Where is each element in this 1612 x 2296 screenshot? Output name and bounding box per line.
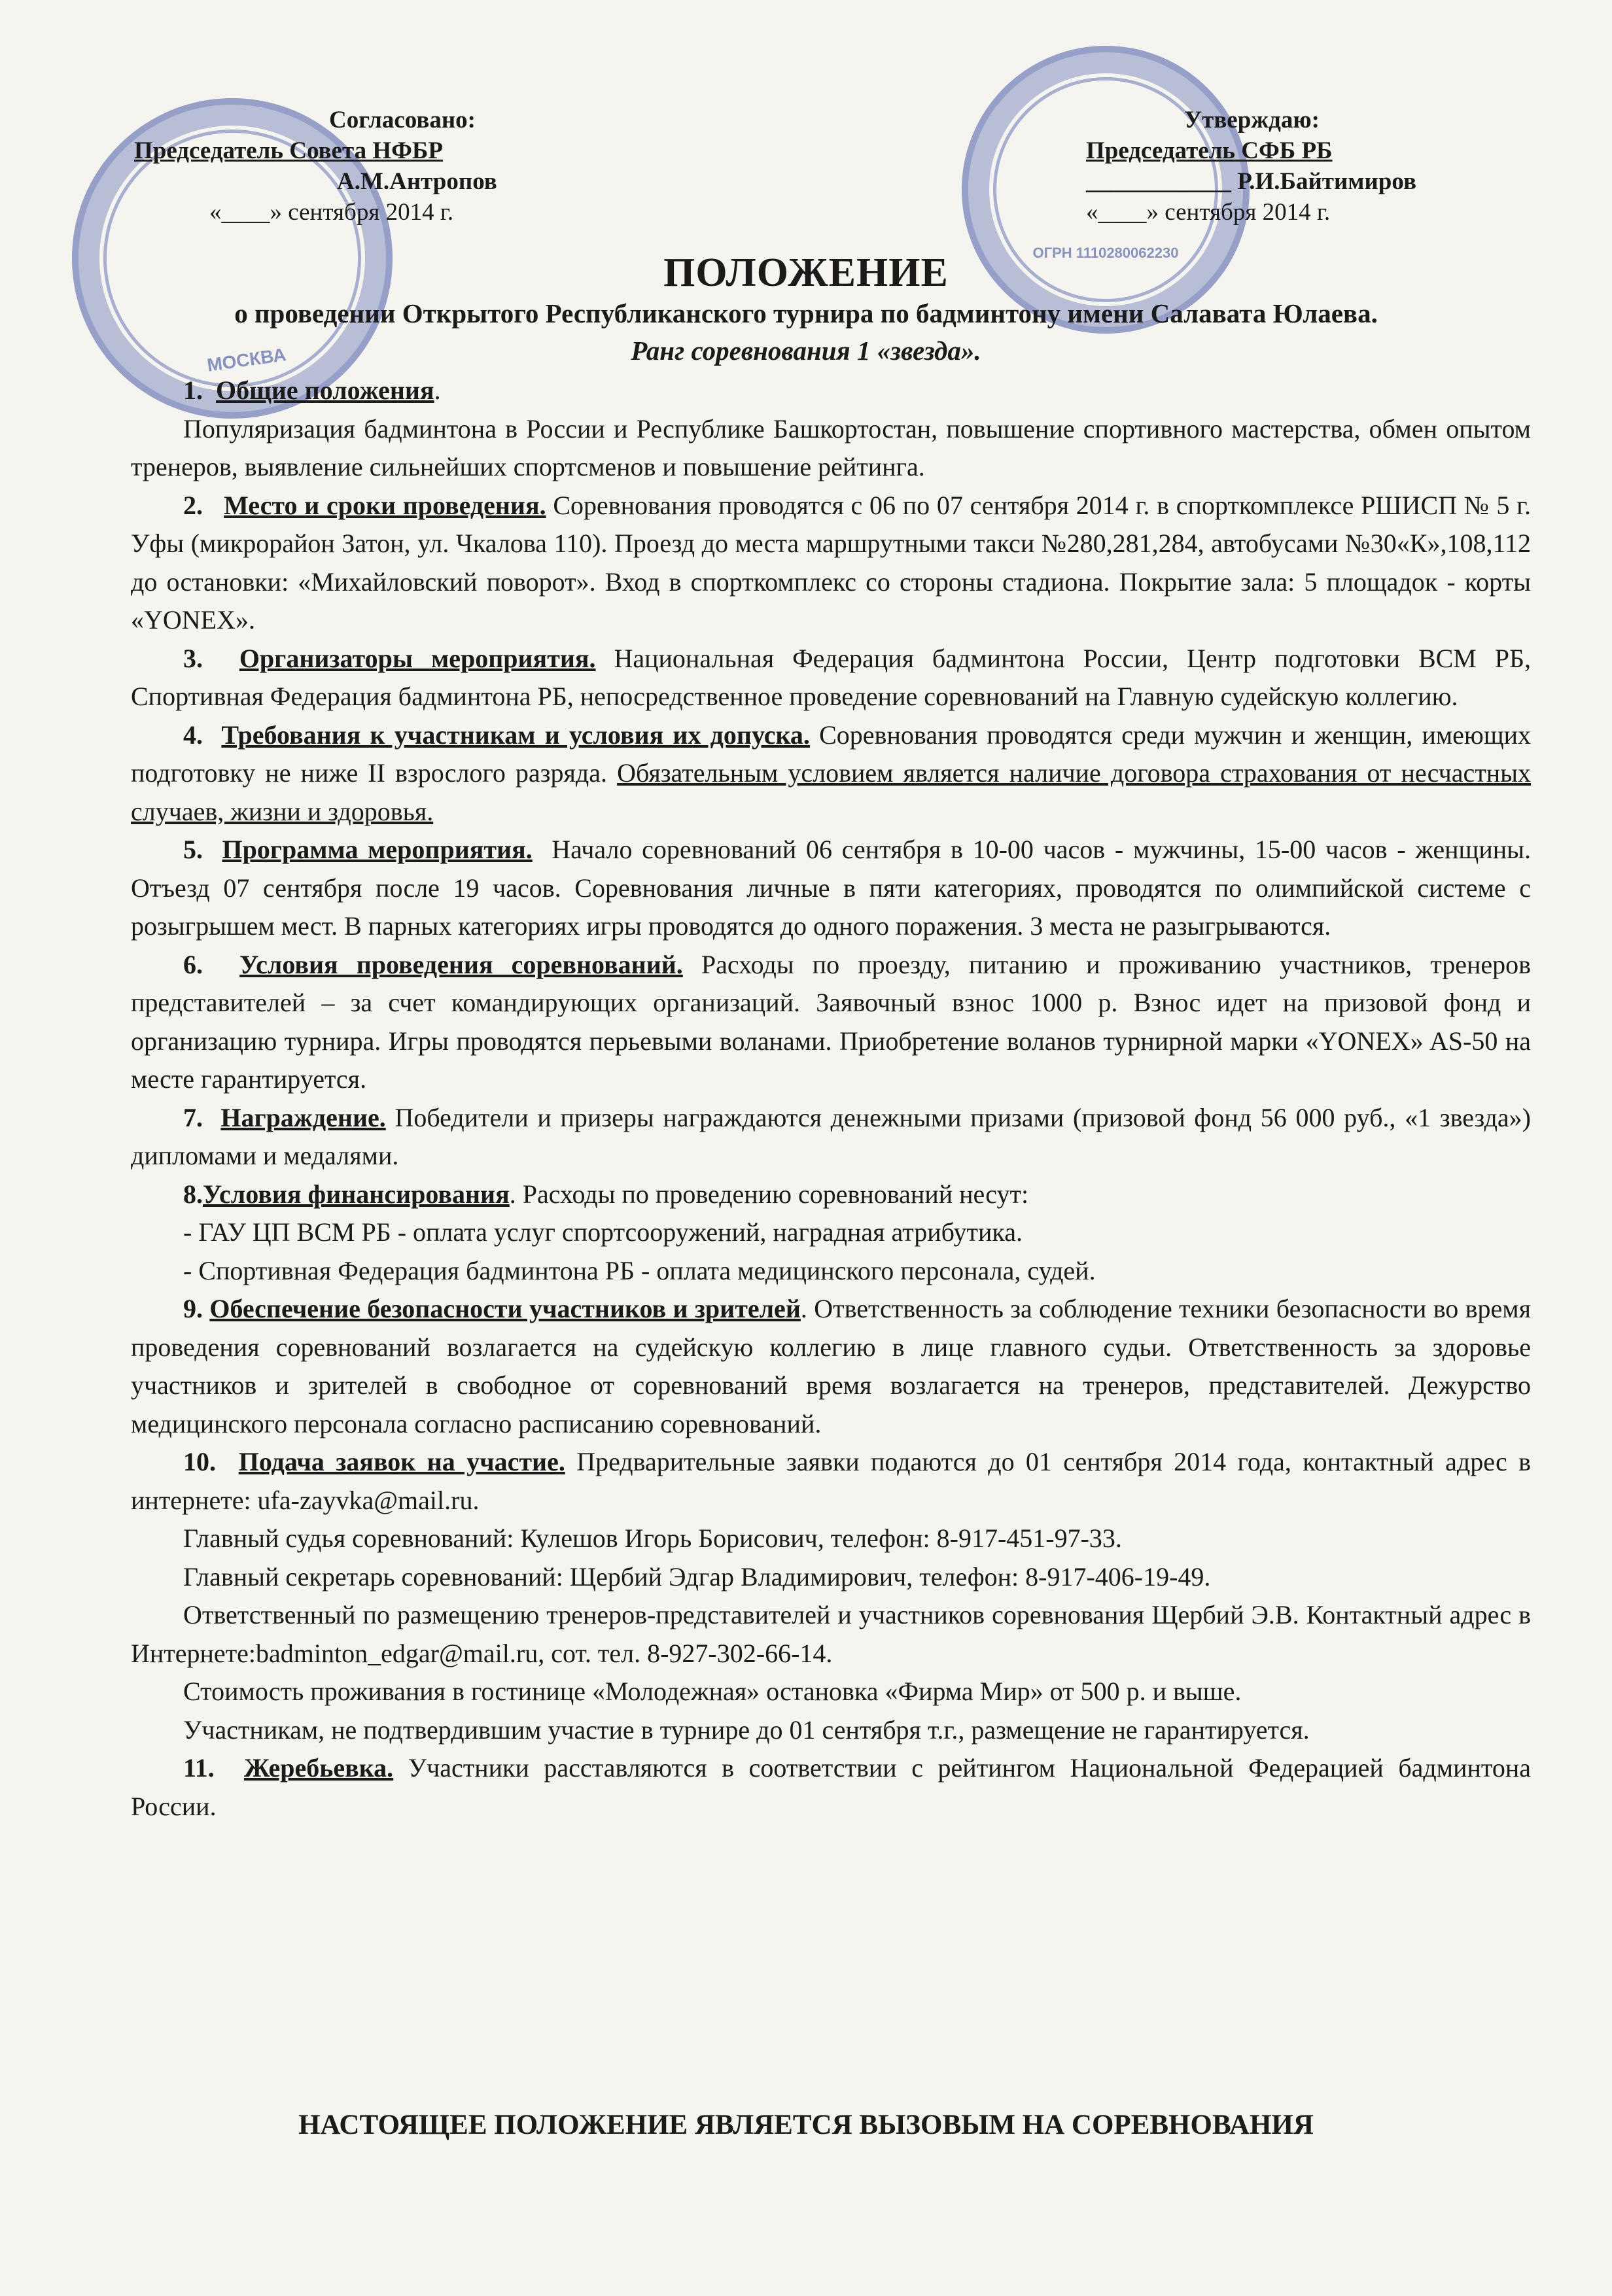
competition-rank: Ранг соревнования 1 «звезда». — [631, 336, 981, 366]
approval-heading: Согласовано: — [328, 107, 476, 133]
approval-date: «____» сентября 2014 г. — [209, 199, 454, 226]
chief-secretary-line: Главный секретарь соревнований: Щербий Эдгар Владимирович, телефон: 8-917-406-19-49. — [183, 1561, 1211, 1592]
section-8-item-2: - Спортивная Федерация бадминтона РБ - оплата медицинского персонала, судей. — [183, 1255, 1096, 1285]
section-9: 9. Обеспечение безопасности участников и зрителей. Ответственность за соблюдение техники безопасности во время проведения соревнований возлагается на судейскую коллегию в лице главного судьи. Ответственность за здоровье участников и зрителей в свободное от соревнований время возлагается на тренеров, представителей. Дежурство медицинского персонала согласно расписанию соревнований. — [131, 1294, 1532, 1438]
approver-name: ____________ Р.И.Байтимиров — [1086, 168, 1416, 195]
accommodation-note: Участникам, не подтвердившим участие в турнире до 01 сентября т.г., размещение не гарантируется. — [183, 1714, 1310, 1745]
closing-statement: НАСТОЯЩЕЕ ПОЛОЖЕНИЕ ЯВЛЯЕТСЯ ВЫЗОВЫМ НА СОРЕВНОВАНИЯ — [298, 2110, 1314, 2140]
approval-block-left — [134, 105, 592, 228]
approval-heading: Утверждаю: — [1184, 107, 1320, 133]
section-8-item-1: - ГАУ ЦП ВСМ РБ - оплата услуг спортсооружений, наградная атрибутика. — [183, 1217, 1023, 1247]
section-11: 11. Жеребьевка. Участники расставляются в соответствии с рейтингом Национальной Федерацией бадминтона России. — [131, 1753, 1532, 1821]
document-title: ПОЛОЖЕНИЕ — [663, 251, 949, 295]
document-subtitle: о проведении Открытого Республиканского турнира по бадминтону имени Салавата Юлаева. — [234, 298, 1378, 328]
chief-judge-line: Главный судья соревнований: Кулешов Игорь Борисович, телефон: 8-917-451-97-33. — [183, 1523, 1122, 1553]
section-10: 10. Подача заявок на участие. Предварительные заявки подаются до 01 сентября 2014 года, контактный адрес в интернете: ufa-zayvka@mail.ru. — [131, 1447, 1532, 1515]
document-body — [131, 372, 1531, 1826]
section-4: 4. Требования к участникам и условия их допуска. Соревнования проводятся среди мужчин и женщин, имеющих подготовку не ниже II взрослого разряда. Обязательным условием является наличие договора страхования от несчастных случаев, жизни и здоровья. — [131, 720, 1532, 826]
seal-text: ОГРН 1110280062230 — [1032, 245, 1179, 261]
section-2: 2. Место и сроки проведения. Соревнования проводятся с 06 по 07 сентября 2014 г. в спорткомплексе РШИСП № 5 г. Уфы (микрорайон Затон, ул. Чкалова 110). Проезд до места маршрутными такси №280,281,284, автобусами №30«К»,108,112 до остановки: «Михайловский поворот». Вход в спорткомплекс со стороны стадиона. Покрытие зала: 5 площадок - корты «YONEX». — [131, 490, 1532, 635]
approval-date: «____» сентября 2014 г. — [1086, 199, 1331, 226]
approval-block-right — [1086, 105, 1557, 228]
section-1-heading: 1. Общие положения. — [183, 375, 441, 405]
section-7: 7. Награждение. Победители и призеры награждаются денежными призами (призовой фонд 56 000 руб., «1 звезда») дипломами и медалями. — [131, 1102, 1532, 1170]
section-1-text: Популяризация бадминтона в России и Республике Башкортостан, повышение спортивного мастерства, обмен опытом тренеров, выявление сильнейших спортсменов и повышение рейтинга. — [131, 413, 1531, 481]
section-8: 8.Условия финансирования. Расходы по проведению соревнований несут: — [183, 1179, 1029, 1209]
approver-position: Председатель Совета НФБР — [134, 137, 443, 164]
seal-text: МОСКВА — [205, 344, 288, 375]
accommodation-contact: Ответственный по размещению тренеров-представителей и участников соревнования Щербий Э.В. Контактный адрес в Интернете:badminton_edgar@mail.ru, сот. тел. 8-927-302-66-14. — [131, 1600, 1531, 1668]
section-5: 5. Программа мероприятия. Начало соревнований 06 сентября в 10-00 часов - мужчины, 15-00 часов - женщины. Отъезд 07 сентября после 19 часов. Соревнования личные в пяти категориях, проводятся по олимпийской системе с розыгрышем мест. В парных категориях игры проводятся до одного поражения. 3 места не разыгрываются. — [131, 835, 1532, 941]
section-3: 3. Организаторы мероприятия. Национальная Федерация бадминтона России, Центр подготовки ВСМ РБ, Спортивная Федерация бадминтона РБ, непосредственное проведение соревнований на Главную судейскую коллегию. — [131, 643, 1531, 711]
hotel-cost-line: Стоимость проживания в гостинице «Молодежная» остановка «Фирма Мир» от 500 р. и выше. — [183, 1677, 1242, 1706]
approver-name: А.М.Антропов — [337, 168, 497, 195]
section-6: 6. Условия проведения соревнований. Расходы по проезду, питанию и проживанию участников, тренеров представителей – за счет командирующих организаций. Заявочный взнос 1000 р. Взнос идет на призовой фонд и организацию турнира. Игры проводятся перьевыми воланами. Приобретение воланов турнирной марки «YONEX» AS-50 на месте гарантируется. — [131, 949, 1532, 1094]
approver-position: Председатель СФБ РБ — [1086, 137, 1333, 164]
